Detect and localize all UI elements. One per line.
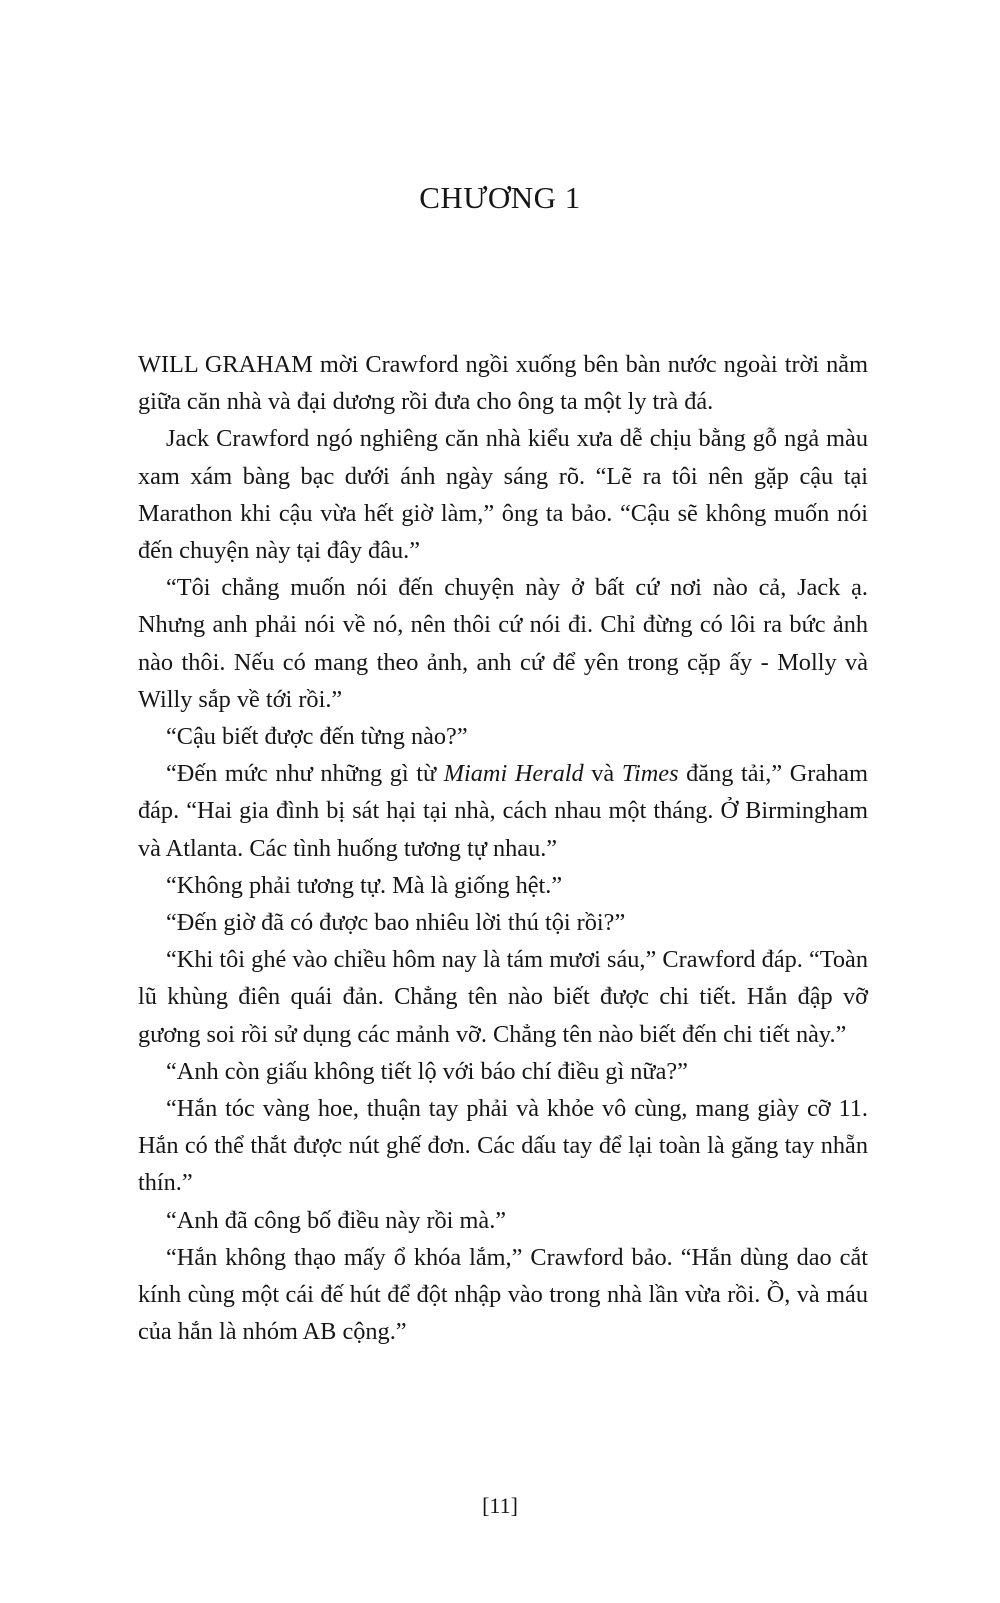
paragraph: Jack Crawford ngó nghiêng căn nhà kiểu xưa dễ chịu bằng gỗ ngả màu xam xám bàng bạc dưới ánh ngày sáng rõ. “Lẽ ra tôi nên gặp cậu tại Marathon khi cậu vừa hết giờ làm,” ông ta bảo. “Cậu sẽ không muốn nói đến chuyện này tại đây đâu.” <box>138 425 868 565</box>
paragraph: WILL GRAHAM mời Crawford ngồi xuống bên bàn nước ngoài trời nằm giữa căn nhà và đại dương rồi đưa cho ông ta một ly trà đá. <box>138 351 868 416</box>
paragraph-text: và <box>583 760 622 788</box>
paragraph: “Khi tôi ghé vào chiều hôm nay là tám mươi sáu,” Crawford đáp. “Toàn lũ khùng điên quái đản. Chẳng tên nào biết được chi tiết. Hắn đập vỡ gương soi rồi sử dụng các mảnh vỡ. Chẳng tên nào biết đến chi tiết này.” <box>138 946 868 1048</box>
paragraph: “Hắn không thạo mấy ổ khóa lắm,” Crawford bảo. “Hắn dùng dao cắt kính cùng một cái đế hút để đột nhập vào trong nhà lần vừa rồi. Ồ, và máu của hắn là nhóm AB cộng.” <box>138 1243 868 1346</box>
paragraph <box>138 755 868 867</box>
newspaper-title: Miami Herald <box>443 760 584 788</box>
paragraph-text: “Đến mức như những gì từ <box>166 760 444 788</box>
body-text <box>138 346 868 1350</box>
paragraph: “Tôi chẳng muốn nói đến chuyện này ở bất cứ nơi nào cả, Jack ạ. Nhưng anh phải nói về nó, nên thôi cứ nói đi. Chỉ đừng có lôi ra bức ảnh nào thôi. Nếu có mang theo ảnh, anh cứ để yên trong cặp ấy - Molly và Willy sắp về tới rồi.” <box>138 574 868 713</box>
page-number: [11] <box>482 1493 518 1518</box>
newspaper-title: Times <box>621 760 679 788</box>
paragraph: “Hắn tóc vàng hoe, thuận tay phải và khỏe vô cùng, mang giày cỡ 11. Hắn có thể thắt được nút ghế đơn. Các dấu tay để lại toàn là găng tay nhẵn thín.” <box>138 1095 868 1197</box>
paragraph: “Đến giờ đã có được bao nhiêu lời thú tội rồi?” <box>166 909 626 937</box>
paragraph: “Anh còn giấu không tiết lộ với báo chí điều gì nữa?” <box>166 1057 688 1085</box>
paragraph: “Anh đã công bố điều này rồi mà.” <box>166 1206 507 1234</box>
paragraph: “Cậu biết được đến từng nào?” <box>166 723 468 751</box>
paragraph-text: đăng tải,” Graham đáp. “Hai gia đình bị sát hại tại nhà, cách nhau một tháng. Ở Birmingham và Atlanta. Các tình huống tương tự nhau.” <box>138 760 868 862</box>
paragraph: “Không phải tương tự. Mà là giống hệt.” <box>166 871 563 899</box>
chapter-title: CHƯƠNG 1 <box>419 180 581 215</box>
